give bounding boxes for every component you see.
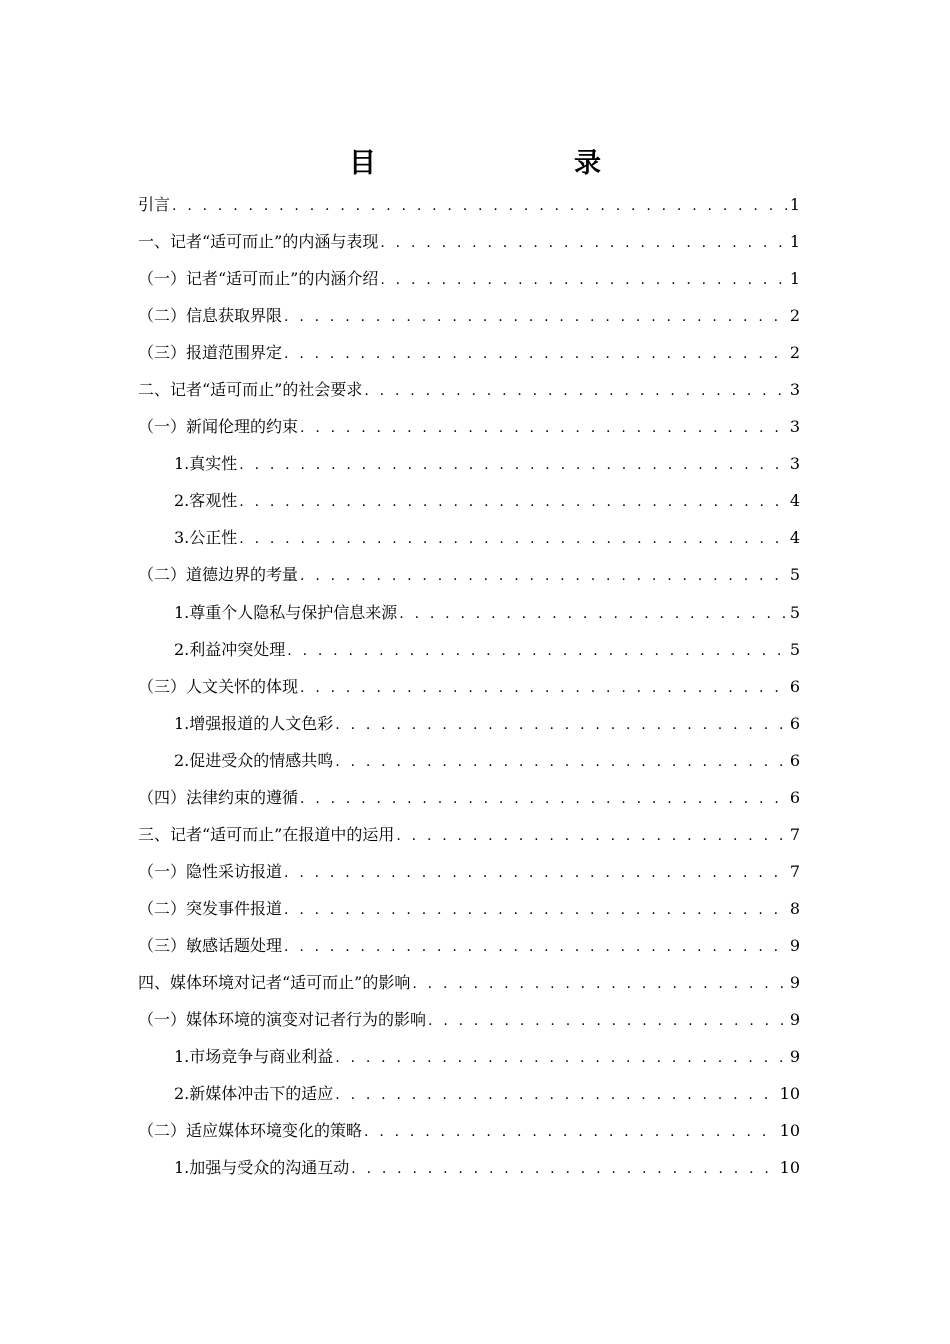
toc-entry[interactable]	[138, 594, 800, 631]
toc-entry-page-number: 8	[789, 898, 800, 918]
toc-entry-label: 1.尊重个人隐私与保护信息来源	[174, 602, 398, 622]
toc-entry-label: 2.促进受众的情感共鸣	[174, 750, 334, 770]
toc-entry-page-number: 6	[789, 750, 800, 770]
toc-entry-label: 2.新媒体冲击下的适应	[174, 1084, 334, 1104]
toc-entry-page-number: 10	[779, 1084, 800, 1104]
toc-entry-page-number: 6	[789, 787, 800, 807]
toc-dot-leader	[284, 929, 788, 966]
toc-entry-label: 1.市场竞争与商业利益	[174, 1047, 334, 1067]
toc-entry-page-number: 5	[789, 602, 800, 622]
toc-entry-label: 2.利益冲突处理	[174, 639, 286, 659]
toc-entry-page-number: 1	[789, 195, 800, 214]
toc-entry[interactable]	[138, 853, 800, 890]
toc-entry-page-number: 4	[789, 528, 800, 548]
toc-dot-leader	[300, 781, 788, 818]
toc-entry-label: （二）信息获取界限	[138, 306, 283, 326]
toc-entry-page-number: 1	[789, 269, 800, 289]
toc-dot-leader	[172, 188, 788, 225]
toc-entry[interactable]	[138, 1075, 800, 1112]
toc-entry-label: 四、媒体环境对记者“适可而止”的影响	[138, 972, 411, 992]
toc-entry-page-number: 2	[789, 343, 800, 363]
toc-dot-leader	[335, 744, 788, 781]
toc-entry[interactable]	[138, 779, 800, 816]
toc-entry-label: （二）突发事件报道	[138, 898, 283, 918]
toc-entry[interactable]	[138, 927, 800, 964]
toc-entry[interactable]	[138, 705, 800, 742]
toc-entry-page-number: 10	[779, 1158, 800, 1178]
toc-entry[interactable]	[138, 1001, 800, 1038]
toc-entry[interactable]	[138, 1038, 800, 1075]
toc-entry-page-number: 9	[789, 972, 800, 992]
toc-entry-label: （四）法律约束的遵循	[138, 787, 299, 807]
toc-entry-page-number: 10	[779, 1121, 800, 1141]
toc-dot-leader	[396, 818, 787, 855]
toc-dot-leader	[364, 373, 787, 410]
toc-dot-leader	[287, 633, 788, 670]
toc-entry-label: 1.真实性	[174, 454, 238, 474]
toc-dot-leader	[300, 558, 788, 595]
toc-entry-label: （三）报道范围界定	[138, 343, 283, 363]
toc-dot-leader	[380, 262, 787, 299]
toc-entry-label: 二、记者“适可而止”的社会要求	[138, 380, 363, 400]
toc-dot-leader	[351, 1151, 777, 1188]
toc-entry[interactable]	[138, 260, 800, 297]
toc-entry-label: （一）隐性采访报道	[138, 861, 283, 881]
toc-entry[interactable]	[138, 223, 800, 260]
toc-dot-leader	[412, 966, 787, 1003]
toc-entry[interactable]	[138, 1112, 800, 1149]
toc-entry-page-number: 3	[789, 380, 800, 400]
toc-entry-label: （二）道德边界的考量	[138, 565, 299, 585]
toc-entry[interactable]	[138, 408, 800, 445]
toc-entry-label: （三）人文关怀的体现	[138, 676, 299, 696]
toc-entry[interactable]	[138, 519, 800, 556]
toc-title: 目 录	[349, 148, 649, 179]
toc-entry-label: （一）新闻伦理的约束	[138, 417, 299, 437]
toc-entry-page-number: 4	[789, 491, 800, 511]
toc-dot-leader	[239, 447, 788, 484]
toc-entry-page-number: 2	[789, 306, 800, 326]
toc-entry-label: 引言	[138, 195, 171, 214]
toc-entry-label: （一）媒体环境的演变对记者行为的影响	[138, 1010, 427, 1030]
toc-dot-leader	[364, 1114, 778, 1151]
toc-entry[interactable]	[138, 334, 800, 371]
toc-dot-leader	[284, 855, 788, 892]
toc-dot-leader	[399, 596, 788, 633]
toc-dot-leader	[284, 336, 788, 373]
toc-entry[interactable]	[138, 482, 800, 519]
toc-entry[interactable]	[138, 816, 800, 853]
toc-entry-page-number: 5	[789, 639, 800, 659]
toc-entry[interactable]	[138, 631, 800, 668]
toc-entry-page-number: 9	[789, 935, 800, 955]
toc-entry-page-number: 1	[789, 232, 800, 252]
toc-entry[interactable]	[138, 556, 800, 593]
toc-dot-leader	[335, 707, 788, 744]
toc-entry-page-number: 7	[789, 861, 800, 881]
toc-entry[interactable]	[138, 1149, 800, 1186]
toc-entry-label: 3.公正性	[174, 528, 238, 548]
toc-entry-page-number: 9	[789, 1010, 800, 1030]
toc-entry-page-number: 5	[789, 565, 800, 585]
toc-dot-leader	[380, 225, 787, 262]
toc-entry-label: （一）记者“适可而止”的内涵介绍	[138, 269, 379, 289]
toc-dot-leader	[300, 670, 788, 707]
toc-dot-leader	[284, 892, 788, 929]
toc-entry-page-number: 3	[789, 454, 800, 474]
toc-entry-label: 1.增强报道的人文色彩	[174, 713, 334, 733]
toc-dot-leader	[335, 1040, 788, 1077]
toc-entry-page-number: 3	[789, 417, 800, 437]
toc-dot-leader	[239, 521, 788, 558]
toc-entry[interactable]	[138, 186, 800, 223]
toc-entry-label: 1.加强与受众的沟通互动	[174, 1158, 350, 1178]
toc-entry[interactable]	[138, 890, 800, 927]
toc-dot-leader	[335, 1077, 777, 1114]
toc-entry-page-number: 6	[789, 676, 800, 696]
toc-dot-leader	[428, 1003, 788, 1040]
toc-entry-label: 三、记者“适可而止”在报道中的运用	[138, 824, 395, 844]
table-of-contents	[138, 186, 800, 1186]
toc-entry-label: 2.客观性	[174, 491, 238, 511]
toc-dot-leader	[239, 484, 788, 521]
toc-dot-leader	[300, 410, 788, 447]
toc-entry-page-number: 9	[789, 1047, 800, 1067]
toc-entry[interactable]	[138, 742, 800, 779]
toc-entry-label: （二）适应媒体环境变化的策略	[138, 1121, 363, 1141]
toc-dot-leader	[284, 299, 788, 336]
toc-entry[interactable]	[138, 371, 800, 408]
toc-entry-label: （三）敏感话题处理	[138, 935, 283, 955]
toc-entry[interactable]	[138, 297, 800, 334]
toc-entry[interactable]	[138, 668, 800, 705]
toc-entry-page-number: 6	[789, 713, 800, 733]
toc-entry-label: 一、记者“适可而止”的内涵与表现	[138, 232, 379, 252]
toc-entry-page-number: 7	[789, 824, 800, 844]
toc-entry[interactable]	[138, 445, 800, 482]
toc-entry[interactable]	[138, 964, 800, 1001]
